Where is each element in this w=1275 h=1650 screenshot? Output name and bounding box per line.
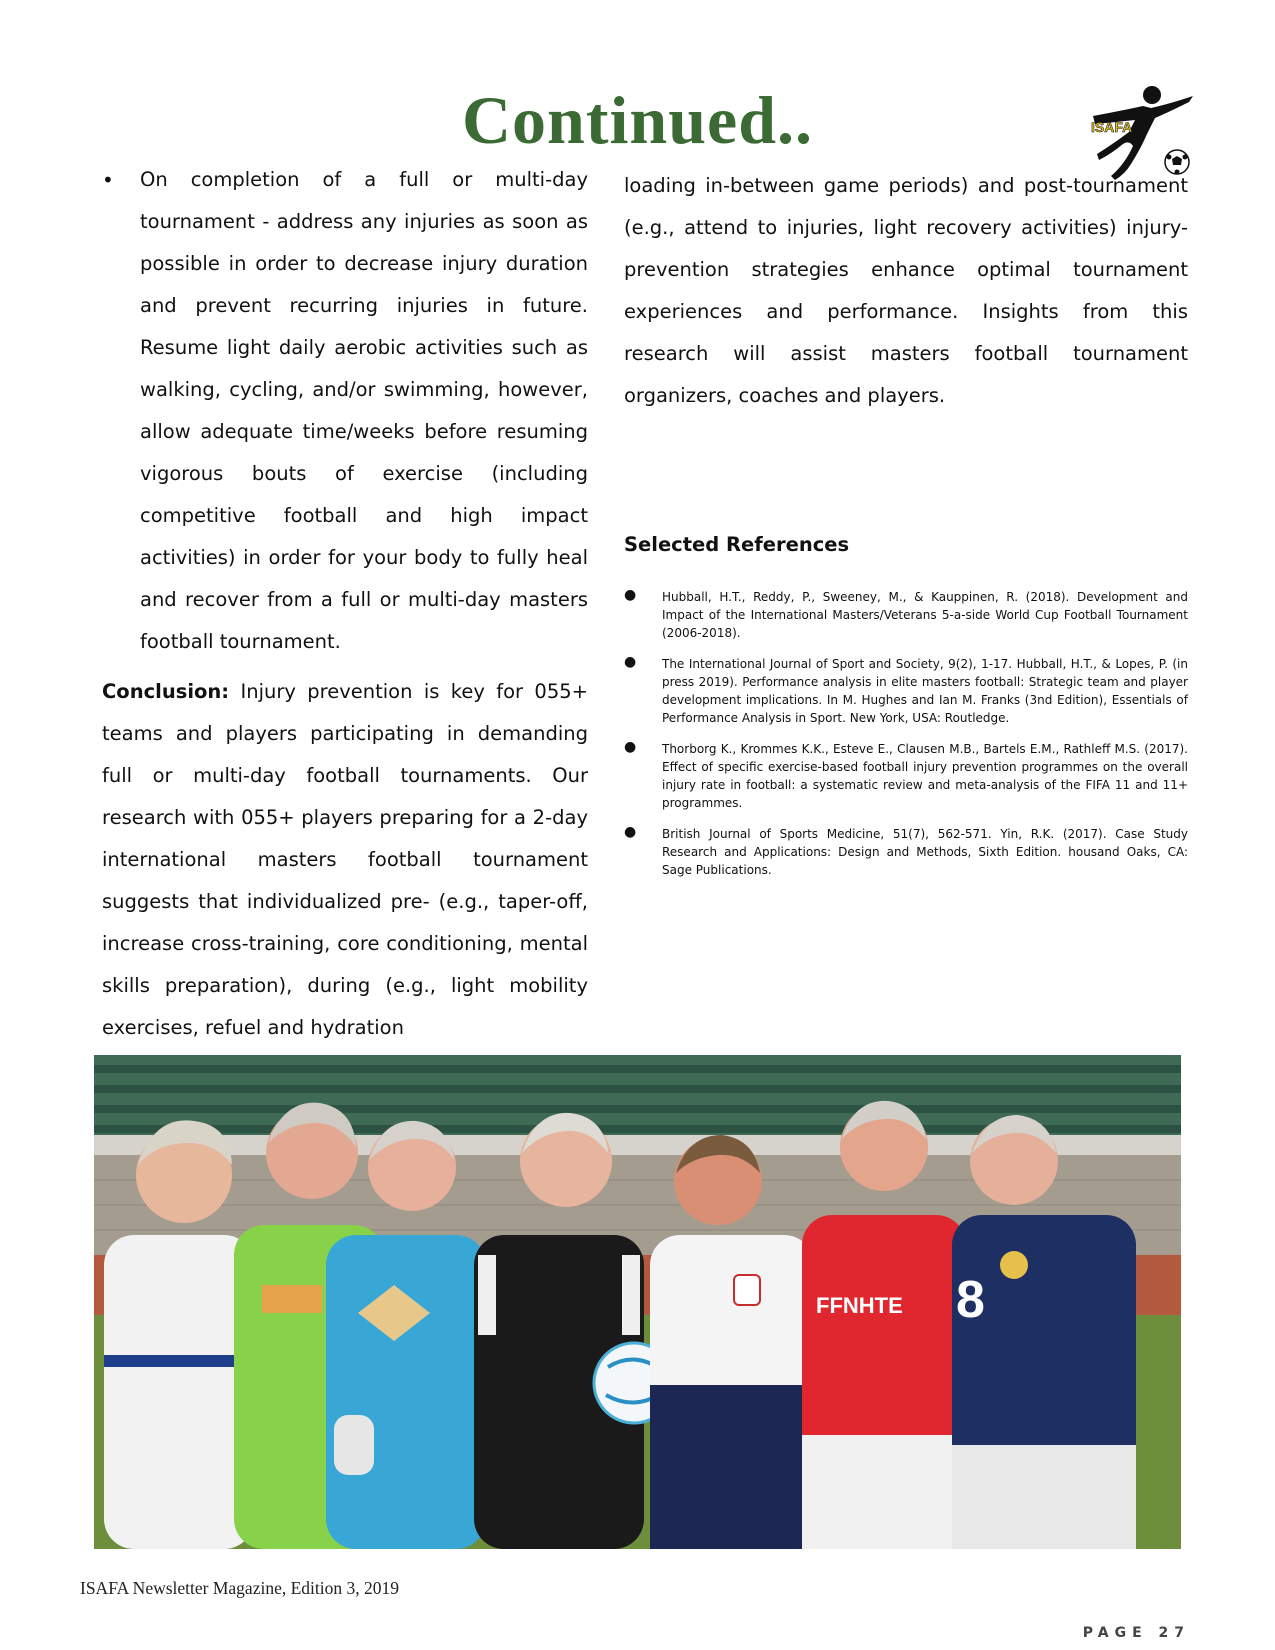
shirt-number: 8 bbox=[956, 1271, 985, 1329]
bullet-icon: ● bbox=[624, 654, 637, 670]
conclusion-label: Conclusion: bbox=[102, 680, 230, 703]
references-list bbox=[624, 588, 1188, 892]
right-column bbox=[624, 165, 1188, 417]
bullet-icon: ● bbox=[624, 587, 637, 603]
references-heading: Selected References bbox=[624, 533, 850, 556]
reference-item: ● British Journal of Sports Medicine, 51(7), 562-571. Yin, R.K. (2017). Case Study Research and Applications: Design and Methods, Sixth Edition. housand Oaks, CA: Sage Publications. bbox=[624, 824, 1188, 877]
bullet-icon: • bbox=[102, 168, 114, 192]
team-photo-illustration bbox=[94, 1055, 1181, 1549]
bullet-icon: ● bbox=[624, 739, 637, 755]
bullet-icon: ● bbox=[624, 824, 637, 840]
conclusion-paragraph bbox=[102, 671, 588, 1049]
continuation-text: loading in-between game periods) and post-tournament (e.g., attend to injuries, light recovery activities) injury-prevention strategies enhance optimal tournament experiences and performance. Insights from this research will assist masters football tournament organizers, coaches and players. bbox=[624, 174, 1188, 407]
shirt-sponsor: FFNHTE bbox=[816, 1293, 903, 1318]
list-item bbox=[102, 159, 588, 663]
page-number: PAGE 27 bbox=[1082, 1625, 1190, 1641]
svg-text:ISAFA: ISAFA bbox=[1091, 119, 1133, 135]
reference-item: ● Thorborg K., Krommes K.K., Esteve E., Clausen M.B., Bartels E.M., Rathleff M.S. (2017). Effect of specific exercise-based football injury prevention programmes on the overall injury rate in football: a systematic review and meta-analysis of the FIFA 11 and 11+ programmes. bbox=[624, 739, 1188, 810]
page-title: Continued.. bbox=[461, 82, 814, 158]
reference-item: ● The International Journal of Sport and Society, 9(2), 1-17. Hubball, H.T., & Lopes, P. (in press 2019). Performance analysis in elite masters football: Strategic team and player development implications. In M. Hughes and Ian M. Franks (3nd Edition), Essentials of Performance Analysis in Sport. New York, USA: Routledge. bbox=[624, 654, 1188, 725]
reference-item: ● Hubball, H.T., Reddy, P., Sweeney, M., & Kauppinen, R. (2018). Development and Impact of the International Masters/Veterans 5-a-side World Cup Football Tournament (2006-2018). bbox=[624, 587, 1188, 640]
bullet-text: On completion of a full or multi-day tournament - address any injuries as soon as possible in order to decrease injury duration and prevent recurring injuries in future. Resume light daily aerobic activities such as walking, cycling, and/or swimming, however, allow adequate time/weeks before resuming vigorous bouts of exercise (including competitive football and high impact activities) in order for your body to fully heal and recover from a full or multi-day masters football tournament. bbox=[140, 168, 588, 653]
left-column bbox=[102, 159, 588, 1049]
team-photo bbox=[94, 1055, 1181, 1549]
conclusion-text: Injury prevention is key for 055+ teams and players participating in demanding full or multi-day football tournaments. Our research with 055+ players preparing for a 2-day international masters football tournament suggests that individualized pre- (e.g., taper-off, increase cross-training, core conditioning, mental skills preparation), during (e.g., light mobility exercises, refuel and hydration bbox=[102, 680, 588, 1039]
footer-publication: ISAFA Newsletter Magazine, Edition 3, 2019 bbox=[80, 1578, 399, 1598]
